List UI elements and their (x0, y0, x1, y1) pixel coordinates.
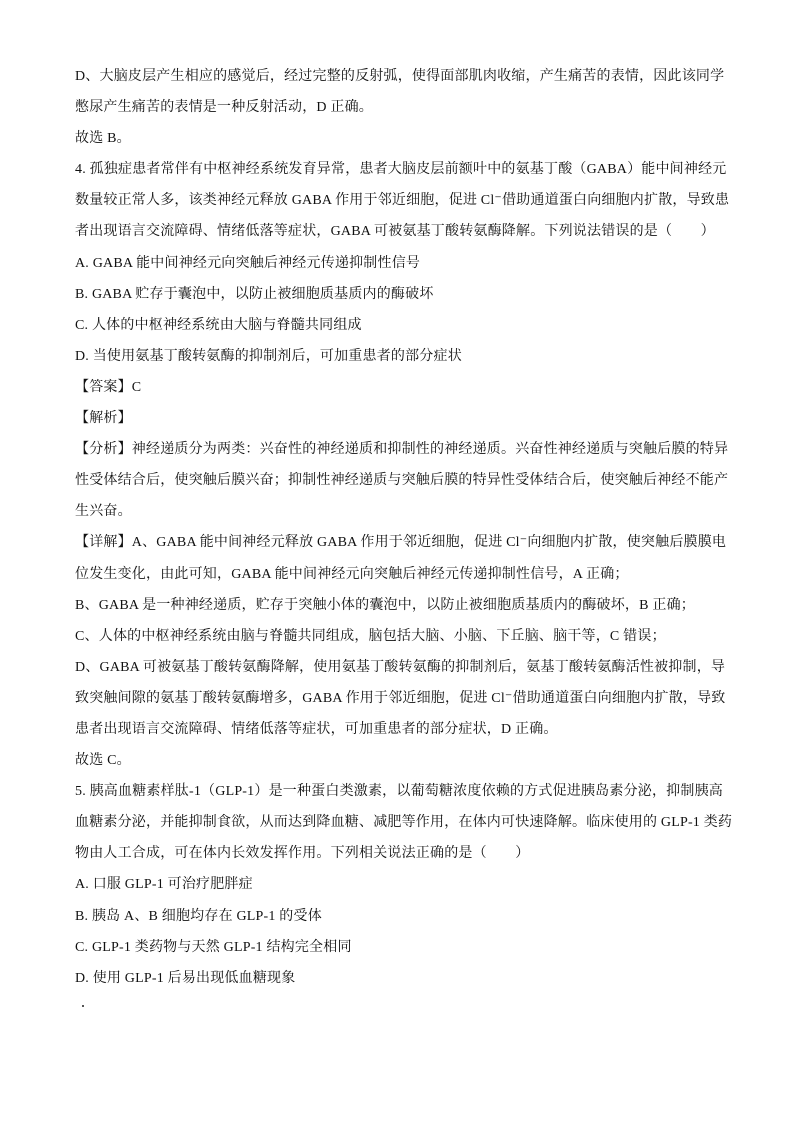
text-line: 患者出现语言交流障碍、情绪低落等症状，可加重患者的部分症状，D 正确。 (75, 721, 558, 737)
text-line: 4. 孤独症患者常伴有中枢神经系统发育异常，患者大脑皮层前额叶中的氨基丁酸（GABA）能中间神经元 (75, 162, 727, 178)
text-line: D. 当使用氨基丁酸转氨酶的抑制剂后，可加重患者的部分症状 (75, 348, 462, 364)
text-line: 【解析】 (75, 411, 132, 427)
text-line: 故选 C。 (75, 753, 131, 769)
text-line: 致突触间隙的氨基丁酸转氨酶增多，GABA 作用于邻近细胞，促进 Cl⁻借助通道蛋白向细胞内扩散，导致 (75, 690, 726, 706)
text-line: C、人体的中枢神经系统由脑与脊髓共同组成，脑包括大脑、小脑、下丘脑、脑干等，C 错误； (75, 628, 666, 644)
text-line: D. 使用 GLP-1 后易出现低血糖现象 (75, 970, 296, 986)
text-line: 【答案】C (75, 379, 142, 395)
text-line: D、GABA 可被氨基丁酸转氨酶降解，使用氨基丁酸转氨酶的抑制剂后，氨基丁酸转氨酶活性被抑制，导 (75, 659, 726, 675)
text-line: 生兴奋。 (75, 504, 132, 520)
text-line: 物由人工合成，可在体内长效发挥作用。下列相关说法正确的是（ ） (75, 846, 530, 862)
text-line: 5. 胰高血糖素样肽-1（GLP-1）是一种蛋白类激素，以葡萄糖浓度依赖的方式促进胰岛素分泌，抑制胰高 (75, 784, 723, 800)
stray-mark (82, 1005, 84, 1007)
text-line: 【分析】神经递质分为两类：兴奋性的神经递质和抑制性的神经递质。兴奋性神经递质与突触后膜的特异 (75, 442, 729, 458)
text-line: A. GABA 能中间神经元向突触后神经元传递抑制性信号 (75, 255, 421, 271)
text-line: 位发生变化，由此可知，GABA 能中间神经元向突触后神经元传递抑制性信号，A 正确； (75, 566, 629, 582)
text-line: B、GABA 是一种神经递质，贮存于突触小体的囊泡中，以防止被细胞质基质内的酶破坏，B 正确； (75, 597, 695, 613)
text-line: C. GLP-1 类药物与天然 GLP-1 结构完全相同 (75, 939, 352, 955)
text-line: D、大脑皮层产生相应的感觉后，经过完整的反射弧，使得面部肌肉收缩，产生痛苦的表情，因此该同学 (75, 69, 725, 84)
document-page (75, 64, 735, 997)
text-line: B. 胰岛 A、B 细胞均存在 GLP-1 的受体 (75, 908, 322, 924)
text-line: 血糖素分泌，并能抑制食欲，从而达到降血糖、减肥等作用，在体内可快速降解。临床使用的 GLP-1 类药 (75, 815, 733, 831)
text-line: 【详解】A、GABA 能中间神经元释放 GABA 作用于邻近细胞，促进 Cl⁻向细胞内扩散，使突触后膜膜电 (75, 535, 727, 551)
text-line: 性受体结合后，使突触后膜兴奋；抑制性神经递质与突触后膜的特异性受体结合后，使突触后神经不能产 (75, 473, 729, 489)
text-line: A. 口服 GLP-1 可治疗肥胖症 (75, 877, 253, 893)
text-line: 数量较正常人多，该类神经元释放 GABA 作用于邻近细胞，促进 Cl⁻借助通道蛋白向细胞内扩散，导致患 (75, 193, 730, 209)
text-line: B. GABA 贮存于囊泡中，以防止被细胞质基质内的酶破坏 (75, 286, 434, 302)
text-line: 故选 B。 (75, 131, 131, 147)
text-line: 憋尿产生痛苦的表情是一种反射活动，D 正确。 (75, 100, 374, 116)
text-line: C. 人体的中枢神经系统由大脑与脊髓共同组成 (75, 317, 362, 333)
text-line: 者出现语言交流障碍、情绪低落等症状，GABA 可被氨基丁酸转氨酶降解。下列说法错误的是（ ） (75, 224, 715, 240)
